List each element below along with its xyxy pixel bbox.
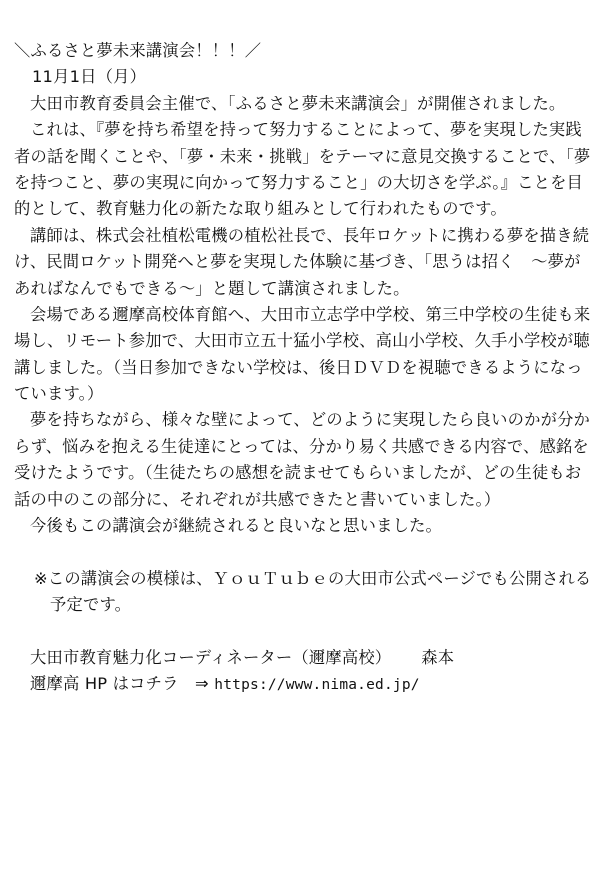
document-title: ＼ふるさと夢未来講演会！！！／ [14, 41, 262, 60]
paragraph-line: 者の話を聞くことや、「夢・未来・挑戦」をテーマに意見交換することで、「夢 [14, 146, 591, 166]
paragraph-line: 会場である邇摩高校体育館へ、大田市立志学中学校、第三中学校の生徒も来 [30, 304, 591, 324]
homepage-line [14, 671, 604, 697]
paragraph-line: らず、悩みを抱える生徒達にとっては、分かり易く共感できる内容で、感銘を [14, 436, 589, 456]
paragraph-line: 講しました。（当日参加できない学校は、後日ＤＶＤを視聴できるようになっ [14, 357, 583, 377]
paragraph-line: を持つこと、夢の実現に向かって努力すること」の大切さを学ぶ。』ことを目 [14, 172, 584, 192]
note-line: 予定です。 [50, 595, 132, 615]
document-body [14, 38, 604, 698]
paragraph-line: 場し、リモート参加で、大田市立五十猛小学校、高山小学校、久手小学校が聴 [14, 331, 590, 351]
blank-line [14, 539, 604, 565]
paragraph-line: 大田市教育委員会主催で、「ふるさと夢未来講演会」が開催されました。 [30, 93, 566, 113]
paragraph-line: 夢を持ちながら、様々な壁によって、どのように実現したら良いのかが分か [30, 410, 591, 430]
paragraph-line: これは、『夢を持ち希望を持って努力することによって、夢を実現した実践 [30, 120, 582, 140]
homepage-label: 邇摩高 HP はコチラ ⇒ [30, 674, 209, 694]
paragraph-line: あればなんでもできる～」と題して講演されました。 [14, 278, 410, 298]
paragraph-line: 的として、教育魅力化の新たな取り組みとして行われたものです。 [14, 199, 507, 219]
paragraph-line: 話の中のこの部分に、それぞれが共感できたと書いていました。） [14, 489, 501, 509]
signature-name: 森本 [421, 647, 455, 667]
paragraph-line: 講師は、株式会社植松電機の植松社長で、長年ロケットに携わる夢を描き続 [30, 225, 590, 245]
paragraph-line: ています。） [14, 384, 104, 404]
homepage-link[interactable]: https://www.nima.ed.jp/ [214, 677, 420, 694]
signature-org: 大田市教育魅力化コーディネーター（邇摩高校） [30, 647, 392, 667]
blank-line [14, 619, 604, 645]
paragraph-line: 受けたようです。（生徒たちの感想を読ませてもらいましたが、どの生徒もお [14, 463, 582, 483]
note-line: ※この講演会の模様は、ＹｏｕＴｕｂｅの大田市公式ページでも公開される [34, 568, 592, 588]
paragraph-line: 今後もこの講演会が継続されると良いなと思いました。 [30, 516, 443, 536]
event-date: 11月1日（月） [32, 67, 147, 87]
signature-line [14, 645, 604, 671]
paragraph-line: け、民間ロケット開発へと夢を実現した体験に基づき、「思うは招く ～夢が [14, 252, 581, 272]
